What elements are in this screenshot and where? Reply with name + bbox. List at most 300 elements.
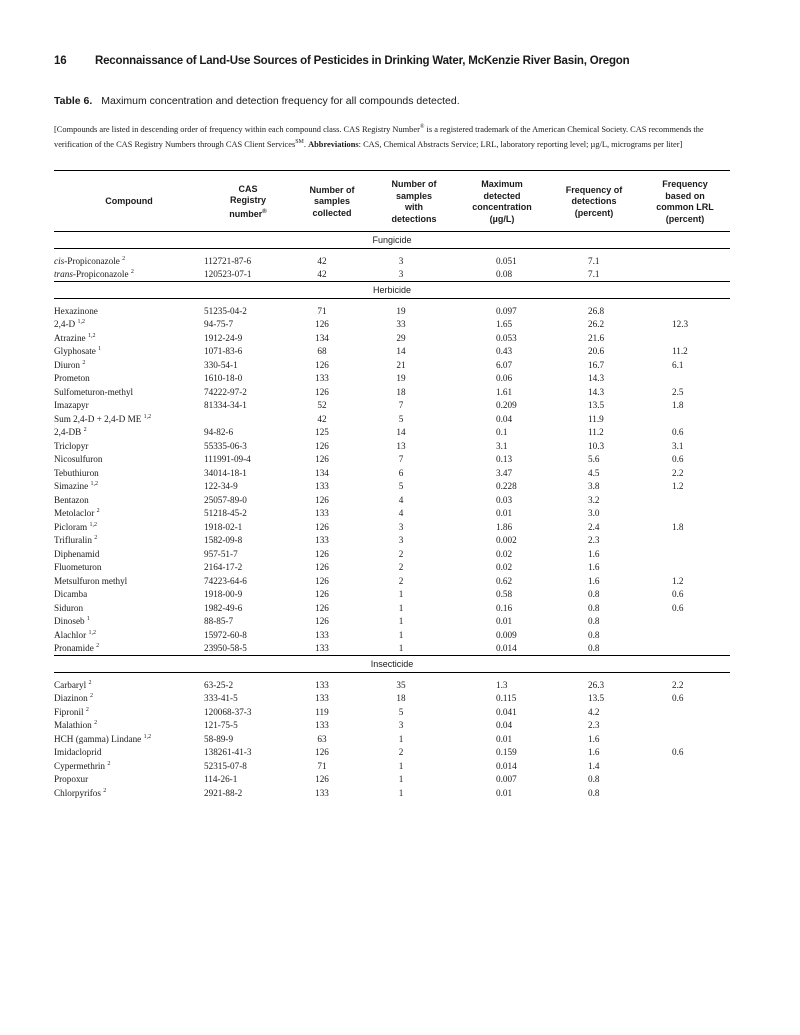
compound-label: 2,4-D	[54, 319, 76, 330]
cas-number: 52315-07-8	[204, 760, 247, 771]
detection-frequency: 2.3	[588, 535, 600, 546]
detection-frequency: 7.1	[588, 255, 600, 266]
compound-name	[54, 520, 204, 534]
compound-label: Propoxur	[54, 774, 89, 785]
table-row	[54, 249, 730, 268]
samples-collected: 126	[315, 494, 329, 505]
compound-label: HCH (gamma) Lindane	[54, 733, 142, 744]
max-concentration: 0.014	[456, 642, 548, 656]
samples-collected: 133	[315, 629, 329, 640]
page-header	[54, 55, 629, 67]
samples-with-detections: 14	[396, 346, 406, 357]
samples-collected: 126	[315, 747, 329, 758]
detection-frequency: 26.2	[588, 319, 605, 330]
samples-collected: 133	[315, 373, 329, 384]
footnote-ref: 2	[83, 427, 87, 434]
footnote-ref: 2	[122, 255, 126, 262]
compound-name	[54, 453, 204, 467]
samples-with-detections: 19	[396, 373, 406, 384]
samples-with-detections: 14	[396, 427, 406, 438]
cas-number: 15972-60-8	[204, 629, 247, 640]
samples-collected: 126	[315, 440, 329, 451]
samples-with-detections: 35	[396, 679, 406, 690]
frequency-common-lrl	[640, 759, 730, 773]
frequency-common-lrl: 2.5	[672, 386, 684, 397]
samples-collected: 126	[315, 548, 329, 559]
table-row	[54, 372, 730, 386]
frequency-common-lrl: 3.1	[672, 440, 684, 451]
table-row	[54, 759, 730, 773]
detection-frequency: 0.8	[548, 642, 640, 656]
footnote-ref: 1	[98, 346, 102, 353]
table-row	[54, 628, 730, 642]
cas-number: 58-89-9	[204, 733, 234, 744]
footnote-ref: 2	[85, 706, 89, 713]
max-concentration: 3.1	[496, 440, 508, 451]
compound-name	[54, 439, 204, 453]
table-row	[54, 345, 730, 359]
max-concentration: 0.02	[496, 562, 513, 573]
detection-frequency: 3.8	[588, 481, 600, 492]
frequency-common-lrl	[640, 493, 730, 507]
cas-number: 1982-49-6	[204, 602, 243, 613]
samples-collected: 126	[315, 521, 329, 532]
frequency-common-lrl: 2.2	[672, 679, 684, 690]
samples-with-detections: 19	[396, 305, 406, 316]
footnote-ref: 1,2	[143, 413, 152, 420]
frequency-common-lrl: 2.2	[672, 467, 684, 478]
compound-label: Atrazine	[54, 332, 86, 343]
col-frequency-common-lrl: Frequency based on common LRL (percent)	[656, 179, 714, 224]
table-row	[54, 673, 730, 692]
samples-collected: 134	[315, 467, 329, 478]
frequency-common-lrl: 12.3	[672, 319, 689, 330]
table-row	[54, 719, 730, 733]
footnote-ref: 2	[89, 693, 93, 700]
compound-name	[54, 299, 204, 318]
compound-name	[54, 426, 204, 440]
compound-label: Dicamba	[54, 589, 88, 600]
cas-number: 94-75-7	[204, 319, 234, 330]
samples-collected: 126	[315, 386, 329, 397]
samples-with-detections: 2	[398, 747, 404, 758]
section-header-fungicide	[54, 232, 730, 249]
samples-with-detections: 3	[398, 535, 404, 546]
table-row	[54, 399, 730, 413]
table-row	[54, 358, 730, 372]
frequency-common-lrl: 1.2	[672, 575, 684, 586]
cas-number: 25057-89-0	[204, 494, 247, 505]
table-row	[54, 547, 730, 561]
footnote-ref: 1,2	[77, 319, 85, 326]
frequency-common-lrl: 6.1	[672, 359, 684, 370]
table-row	[54, 601, 730, 615]
compound-name	[54, 534, 204, 548]
max-concentration: 0.1	[496, 427, 508, 438]
table-row	[54, 534, 730, 548]
detection-frequency: 0.8	[588, 589, 600, 600]
cas-number: 34014-18-1	[204, 467, 247, 478]
frequency-common-lrl: 1.2	[672, 481, 684, 492]
note-text-2: is a registered trademark of the American Chemical Society. CAS recommends the verification of the CAS Registry Numbers through CAS Client Services	[54, 124, 704, 149]
frequency-common-lrl: 0.6	[672, 454, 684, 465]
samples-with-detections: 5	[398, 413, 404, 424]
cas-number: 957-51-7	[204, 548, 238, 559]
compound-name	[54, 601, 204, 615]
frequency-common-lrl	[640, 412, 730, 426]
detection-frequency: 0.8	[588, 774, 600, 785]
compound-name	[54, 588, 204, 602]
table-body	[54, 232, 730, 800]
detection-frequency: 10.3	[588, 440, 605, 451]
section-label: Insecticide	[54, 656, 730, 673]
detection-frequency: 20.6	[588, 346, 605, 357]
samples-collected: 42	[317, 413, 327, 424]
samples-with-detections: 5	[398, 706, 404, 717]
cas-number: 121-75-5	[204, 720, 238, 731]
table-row	[54, 426, 730, 440]
detection-frequency: 2.3	[588, 720, 600, 731]
detection-frequency: 1.6	[588, 747, 600, 758]
samples-collected: 119	[315, 706, 329, 717]
compound-name	[54, 692, 204, 706]
detection-frequency: 1.6	[588, 548, 600, 559]
compound-name	[54, 493, 204, 507]
max-concentration: 0.02	[496, 548, 513, 559]
compound-name	[54, 719, 204, 733]
max-concentration: 1.61	[496, 386, 513, 397]
footnote-ref: 2	[130, 269, 134, 276]
frequency-common-lrl: 11.2	[672, 346, 688, 357]
table-row	[54, 412, 730, 426]
cas-number	[204, 412, 292, 426]
footnote-ref: 2	[103, 787, 107, 794]
samples-collected: 71	[317, 760, 327, 771]
compound-label: -Propiconazole	[72, 269, 129, 280]
compound-name	[54, 318, 204, 332]
samples-collected: 126	[315, 575, 329, 586]
col-detection-frequency: Frequency of detections (percent)	[565, 184, 623, 218]
samples-collected: 133	[315, 679, 329, 690]
compound-name	[54, 759, 204, 773]
samples-collected: 126	[315, 562, 329, 573]
compound-label: Diuron	[54, 359, 81, 370]
table-row	[54, 439, 730, 453]
frequency-common-lrl	[640, 331, 730, 345]
max-concentration: 0.58	[496, 589, 513, 600]
samples-with-detections: 1	[398, 787, 404, 798]
table-row	[54, 493, 730, 507]
frequency-common-lrl	[640, 534, 730, 548]
footnote-ref: 1,2	[89, 521, 97, 528]
compound-label: Dinoseb	[54, 616, 85, 627]
section-label: Fungicide	[54, 232, 730, 249]
compounds-table	[54, 170, 730, 800]
compound-label: Fluometuron	[54, 562, 102, 573]
max-concentration: 0.16	[496, 602, 513, 613]
samples-with-detections: 1	[398, 774, 404, 785]
footnote-ref: 2	[107, 760, 111, 767]
detection-frequency: 3.2	[588, 494, 600, 505]
registered-mark: ®	[419, 124, 425, 130]
compound-label: Malathion	[54, 720, 92, 731]
samples-collected: 52	[317, 400, 327, 411]
detection-frequency: 13.5	[588, 400, 605, 411]
frequency-common-lrl	[640, 773, 730, 787]
samples-collected: 126	[315, 616, 329, 627]
compound-label: -Propiconazole	[64, 255, 120, 266]
detection-frequency: 0.8	[588, 616, 600, 627]
frequency-common-lrl	[640, 507, 730, 521]
compound-name	[54, 507, 204, 521]
max-concentration: 0.053	[496, 332, 517, 343]
samples-with-detections: 4	[398, 508, 404, 519]
cas-number: 1610-18-0	[204, 373, 243, 384]
frequency-common-lrl: 0.6	[672, 602, 684, 613]
table-row	[54, 642, 730, 656]
table-row	[54, 574, 730, 588]
cas-number: 2921-88-2	[204, 787, 243, 798]
frequency-common-lrl	[640, 372, 730, 386]
max-concentration: 0.007	[496, 774, 517, 785]
compound-label: Metsulfuron methyl	[54, 575, 128, 586]
compound-name	[54, 345, 204, 359]
cas-number: 81334-34-1	[204, 400, 247, 411]
table-label: Table 6.	[54, 95, 93, 107]
table-title: Maximum concentration and detection frequency for all compounds detected.	[101, 95, 460, 107]
samples-collected: 133	[315, 720, 329, 731]
compound-name	[54, 615, 204, 629]
detection-frequency: 2.4	[588, 521, 600, 532]
detection-frequency: 0.8	[588, 787, 600, 798]
detection-frequency: 11.2	[588, 427, 604, 438]
section-header-insecticide	[54, 656, 730, 673]
compound-name	[54, 732, 204, 746]
samples-with-detections: 29	[396, 332, 406, 343]
samples-collected: 126	[315, 359, 329, 370]
compound-name	[54, 673, 204, 692]
footnote-ref: 2	[88, 679, 92, 686]
max-concentration: 0.209	[496, 400, 517, 411]
compound-name	[54, 705, 204, 719]
max-concentration: 0.62	[496, 575, 513, 586]
detection-frequency: 1.6	[588, 733, 600, 744]
samples-with-detections: 1	[398, 733, 404, 744]
compound-name	[54, 268, 204, 282]
samples-with-detections: 3	[398, 720, 404, 731]
compound-label: Diazinon	[54, 693, 88, 704]
frequency-common-lrl	[640, 642, 730, 656]
cas-number: 51235-04-2	[204, 305, 247, 316]
compound-label: Cypermethrin	[54, 760, 106, 771]
max-concentration: 0.051	[496, 255, 517, 266]
detection-frequency: 14.3	[588, 386, 605, 397]
compound-label: Sulfometuron-methyl	[54, 386, 134, 397]
compound-label: Triclopyr	[54, 440, 89, 451]
compound-label: Simazine	[54, 481, 89, 492]
cas-number: 1071-83-6	[204, 346, 243, 357]
detection-frequency: 1.6	[588, 562, 600, 573]
compound-label: Glyphosate	[54, 346, 96, 357]
max-concentration: 0.009	[496, 629, 517, 640]
detection-frequency: 26.3	[588, 679, 605, 690]
detection-frequency: 11.9	[588, 413, 604, 424]
table-row	[54, 466, 730, 480]
compound-name	[54, 547, 204, 561]
table-row	[54, 507, 730, 521]
samples-with-detections: 1	[398, 760, 404, 771]
max-concentration: 1.65	[496, 319, 513, 330]
compound-isomer-prefix: trans	[54, 269, 73, 280]
section-header-herbicide	[54, 282, 730, 299]
compound-label: Pronamide	[54, 643, 94, 654]
samples-collected: 133	[315, 693, 329, 704]
footnote-ref: 2	[94, 535, 98, 542]
max-concentration: 0.03	[496, 494, 513, 505]
samples-collected: 133	[315, 508, 329, 519]
samples-collected: 133	[315, 787, 329, 798]
table-row	[54, 331, 730, 345]
max-concentration: 0.08	[496, 269, 513, 280]
cas-number: 94-82-6	[204, 427, 234, 438]
table-row	[54, 588, 730, 602]
samples-collected: 126	[315, 589, 329, 600]
samples-with-detections: 2	[398, 562, 404, 573]
detection-frequency: 13.5	[588, 693, 605, 704]
cas-number: 63-25-2	[204, 679, 234, 690]
frequency-common-lrl: 0.6	[672, 427, 684, 438]
samples-with-detections: 18	[396, 693, 406, 704]
compound-label: Tebuthiuron	[54, 467, 99, 478]
cas-number: 74223-64-6	[204, 575, 247, 586]
compound-name	[54, 773, 204, 787]
max-concentration: 1.3	[496, 679, 508, 690]
compound-label: Sum 2,4-D + 2,4-D ME	[54, 413, 142, 424]
footnote-ref: 1,2	[143, 733, 152, 740]
frequency-common-lrl	[640, 249, 730, 268]
col-samples-collected: Number of samples collected	[309, 184, 355, 218]
compound-name	[54, 399, 204, 413]
detection-frequency: 0.8	[588, 602, 600, 613]
compound-label: Chlorpyrifos	[54, 787, 101, 798]
compound-label: Prometon	[54, 373, 90, 384]
compound-label: Diphenamid	[54, 548, 100, 559]
table-row	[54, 746, 730, 760]
samples-collected: 125	[315, 427, 329, 438]
max-concentration: 0.01	[496, 787, 513, 798]
max-concentration: 3.47	[496, 467, 513, 478]
cas-number: 122-34-9	[204, 481, 238, 492]
frequency-common-lrl	[640, 561, 730, 575]
footnote-ref: 1,2	[90, 481, 98, 488]
compound-name	[54, 574, 204, 588]
cas-number: 111991-09-4	[204, 454, 251, 465]
compound-name	[54, 561, 204, 575]
col-max-concentration: Maximum detected concentration (µg/L)	[472, 179, 532, 224]
cas-number: 112721-87-6	[204, 255, 252, 266]
footnote-ref: 1,2	[87, 332, 96, 339]
compound-label: Siduron	[54, 602, 84, 613]
compound-name	[54, 249, 204, 268]
frequency-common-lrl	[640, 268, 730, 282]
cas-number: 120523-07-1	[204, 269, 252, 280]
detection-frequency: 21.6	[588, 332, 605, 343]
frequency-common-lrl	[640, 732, 730, 746]
compound-label: Fipronil	[54, 706, 84, 717]
max-concentration: 0.097	[496, 305, 517, 316]
samples-with-detections: 13	[396, 440, 406, 451]
cas-number: 1918-00-9	[204, 589, 243, 600]
cas-number: 1582-09-8	[204, 535, 243, 546]
samples-collected: 42	[317, 269, 327, 280]
cas-number: 74222-97-2	[204, 386, 247, 397]
compound-label: Nicosulfuron	[54, 454, 103, 465]
footnote-ref: 2	[82, 359, 86, 366]
samples-collected: 42	[317, 255, 327, 266]
table-row	[54, 385, 730, 399]
col-cas-number: CAS Registry number®	[229, 183, 267, 219]
compound-name	[54, 746, 204, 760]
abbreviations-label: Abbreviations	[308, 139, 359, 149]
samples-collected: 134	[315, 332, 329, 343]
samples-with-detections: 3	[398, 521, 404, 532]
table-row	[54, 520, 730, 534]
max-concentration: 0.002	[496, 535, 517, 546]
frequency-common-lrl	[640, 786, 730, 800]
samples-with-detections: 2	[398, 575, 404, 586]
samples-collected: 126	[315, 602, 329, 613]
max-concentration: 0.115	[496, 693, 517, 704]
frequency-common-lrl: 0.6	[672, 589, 684, 600]
samples-collected: 68	[317, 346, 327, 357]
cas-number: 88-85-7	[204, 616, 234, 627]
samples-with-detections: 1	[372, 642, 456, 656]
samples-collected: 126	[315, 319, 329, 330]
table-row	[54, 732, 730, 746]
max-concentration: 0.01	[496, 733, 513, 744]
compound-label: Imazapyr	[54, 400, 89, 411]
frequency-common-lrl	[640, 628, 730, 642]
compound-label: Trifluralin	[54, 535, 92, 546]
compound-isomer-prefix: cis	[54, 255, 65, 266]
footnote-ref: 2	[96, 643, 100, 650]
frequency-common-lrl: 1.8	[672, 400, 684, 411]
detection-frequency: 1.4	[588, 760, 600, 771]
cas-number: 55335-06-3	[204, 440, 247, 451]
cas-number: 138261-41-3	[204, 747, 252, 758]
compound-name	[54, 628, 204, 642]
service-mark: SM	[295, 138, 304, 145]
compound-label: Carbaryl	[54, 679, 87, 690]
cas-number: 333-41-5	[204, 693, 238, 704]
max-concentration: 0.01	[496, 616, 513, 627]
page-number: 16	[54, 55, 67, 67]
samples-collected: 63	[317, 733, 327, 744]
detection-frequency: 4.2	[588, 706, 600, 717]
table-row	[54, 705, 730, 719]
samples-collected: 133	[315, 481, 329, 492]
compound-label: 2,4-DB	[54, 427, 82, 438]
samples-with-detections: 1	[398, 616, 404, 627]
max-concentration: 0.13	[496, 454, 513, 465]
footnote-ref: 2	[94, 720, 98, 727]
samples-with-detections: 1	[398, 602, 404, 613]
note-text-3: .	[303, 139, 309, 149]
samples-with-detections: 3	[398, 269, 404, 280]
max-concentration: 0.04	[496, 720, 513, 731]
frequency-common-lrl: 0.6	[672, 693, 684, 704]
table-row	[54, 786, 730, 800]
